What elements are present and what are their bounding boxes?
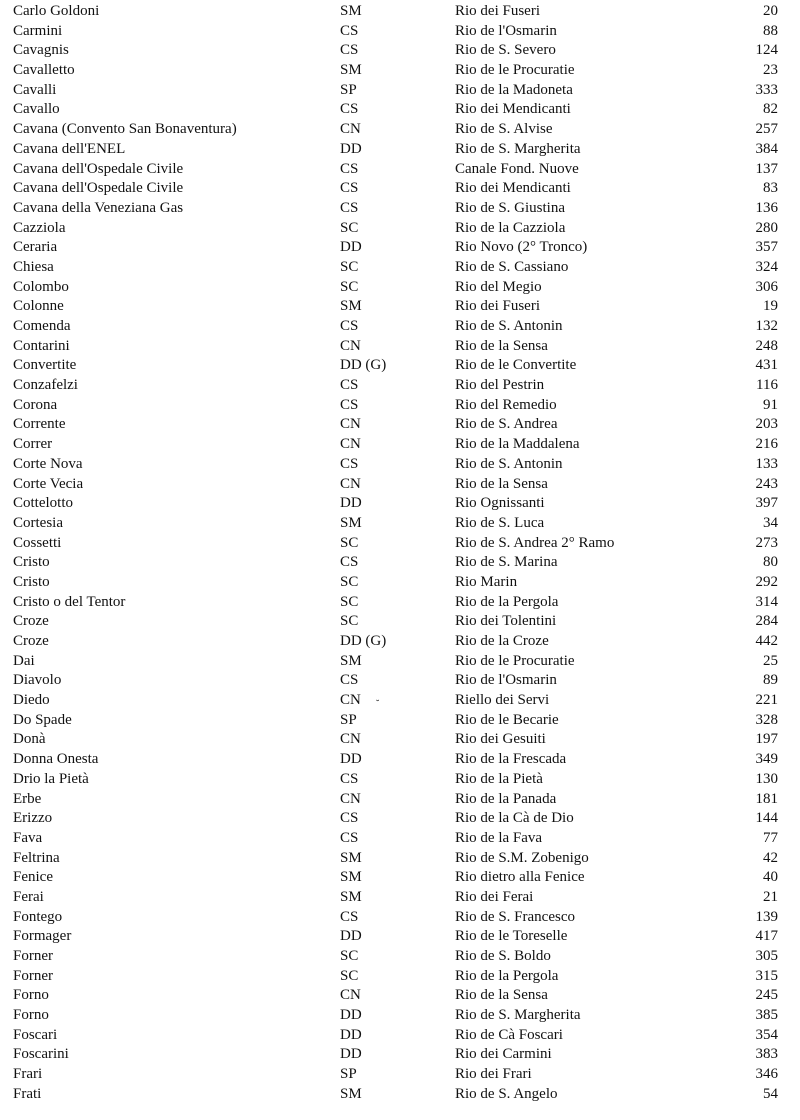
bridge-name: Chiesa — [13, 258, 54, 275]
table-row — [0, 494, 800, 514]
entry-number: 181 — [755, 790, 778, 807]
entry-number: 280 — [755, 219, 778, 236]
table-row — [0, 593, 800, 613]
entry-number: 273 — [755, 534, 778, 551]
bridge-name: Colonne — [13, 298, 64, 315]
canal-name: Rio dei Tolentini — [455, 613, 557, 630]
table-row — [0, 278, 800, 298]
sestiere-code: CN — [340, 731, 361, 748]
table-row — [0, 396, 800, 416]
bridge-name: Corte Nova — [13, 455, 83, 472]
sestiere-code: CN — [340, 475, 361, 492]
bridge-name: Corte Vecia — [13, 475, 84, 492]
bridge-name: Comenda — [13, 318, 71, 334]
bridge-name: Cavagnis — [13, 42, 69, 59]
canal-name: Rio de S. Antonin — [455, 455, 563, 472]
sestiere-code: CN — [340, 416, 361, 433]
entry-number: 83 — [763, 180, 778, 197]
sestiere-code: SC — [340, 258, 359, 275]
table-row — [0, 849, 800, 869]
entry-number: 248 — [755, 337, 778, 354]
canal-name: Rio dei Ferai — [455, 888, 534, 905]
canal-name: Rio de S. Luca — [455, 514, 545, 531]
table-row — [0, 317, 800, 337]
entry-number: 203 — [755, 416, 778, 433]
entry-number: 25 — [763, 652, 778, 669]
sestiere-code: SC — [340, 278, 359, 295]
canal-name: Rio de la Fava — [455, 829, 543, 846]
bridge-name: Foscarini — [13, 1046, 69, 1063]
bridge-name: Frari — [13, 1066, 43, 1083]
entry-number: 132 — [755, 318, 778, 334]
table-row — [0, 475, 800, 495]
sestiere-code: CS — [340, 377, 359, 394]
entry-number: 442 — [755, 633, 778, 649]
entry-number: 88 — [763, 22, 778, 39]
table-row — [0, 61, 800, 81]
canal-name: Rio del Pestrin — [455, 377, 545, 394]
entry-number: 384 — [755, 140, 778, 157]
entry-number: 139 — [755, 908, 778, 925]
bridge-name: Corrente — [13, 416, 66, 433]
bridge-name: Forner — [13, 948, 53, 964]
bridge-name: Cristo — [13, 554, 50, 571]
table-row — [0, 868, 800, 888]
table-row — [0, 258, 800, 278]
canal-name: Rio de le Convertite — [455, 357, 577, 374]
entry-number: 346 — [755, 1066, 778, 1083]
bridge-name: Cazziola — [13, 219, 66, 236]
table-row — [0, 947, 800, 967]
canal-name: Rio de Cà Foscari — [455, 1026, 563, 1043]
entry-number: 306 — [755, 278, 778, 295]
sestiere-code: SC — [340, 967, 359, 984]
table-row — [0, 337, 800, 357]
canal-name: Rio dei Fuseri — [455, 3, 540, 19]
entry-number: 20 — [763, 3, 778, 19]
canal-name: Rio de l'Osmarin — [455, 22, 557, 39]
sestiere-code: SC — [340, 613, 359, 630]
entry-number: 257 — [755, 121, 778, 138]
canal-name: Rio de la Cazziola — [455, 219, 566, 236]
bridge-name: Carmini — [13, 22, 63, 39]
entry-number: 417 — [755, 928, 778, 945]
entry-number: 284 — [755, 613, 778, 630]
entry-number: 116 — [756, 377, 778, 394]
bridge-name: Cossetti — [13, 534, 62, 551]
entry-number: 354 — [755, 1026, 778, 1043]
canal-name: Rio Marin — [455, 573, 518, 590]
table-row — [0, 652, 800, 672]
table-row — [0, 514, 800, 534]
entry-number: 216 — [755, 436, 778, 453]
canal-name: Rio dei Mendicanti — [455, 101, 571, 118]
sestiere-code: SM — [340, 849, 362, 866]
table-row — [0, 140, 800, 160]
sestiere-code: SC — [340, 573, 359, 590]
sestiere-code: CS — [340, 829, 359, 846]
table-row — [0, 790, 800, 810]
entry-number: 349 — [755, 751, 778, 768]
sestiere-code: CS — [340, 908, 359, 925]
entry-number: 221 — [755, 692, 778, 709]
sestiere-code: CS — [340, 180, 359, 197]
bridge-name: Contarini — [13, 337, 70, 354]
bridge-name: Cristo — [13, 573, 50, 590]
canal-name: Rio del Remedio — [455, 396, 557, 413]
stray-ink-mark: ˘ — [376, 699, 380, 710]
sestiere-code: CN — [340, 987, 361, 1004]
sestiere-code: DD (G) — [340, 357, 387, 374]
bridge-name: Drio la Pietà — [13, 770, 89, 787]
table-row — [0, 81, 800, 101]
table-row — [0, 179, 800, 199]
canal-name: Rio de S. Severo — [455, 42, 556, 59]
sestiere-code: DD (G) — [340, 633, 387, 649]
canal-name: Canale Fond. Nuove — [455, 160, 579, 177]
bridge-name: Cavana della Veneziana Gas — [13, 199, 184, 216]
canal-name: Rio de S. Giustina — [455, 199, 566, 216]
bridge-name: Conzafelzi — [13, 377, 78, 394]
entry-number: 42 — [763, 849, 778, 866]
table-row — [0, 455, 800, 475]
entry-number: 137 — [755, 160, 778, 177]
table-row — [0, 41, 800, 61]
bridge-name: Correr — [13, 436, 53, 453]
entry-number: 397 — [755, 495, 778, 512]
table-row — [0, 238, 800, 258]
bridge-name: Do Spade — [13, 711, 72, 728]
entry-number: 34 — [763, 514, 778, 531]
canal-name: Rio de S. Boldo — [455, 948, 551, 964]
canal-name: Rio de la Sensa — [455, 987, 548, 1004]
table-row — [0, 22, 800, 42]
canal-name: Rio Novo (2° Tronco) — [455, 239, 588, 256]
table-row — [0, 750, 800, 770]
canal-name: Rio de la Sensa — [455, 337, 548, 354]
entry-number: 144 — [755, 810, 778, 827]
sestiere-code: SP — [340, 81, 357, 98]
entry-number: 80 — [763, 554, 778, 571]
canal-name: Rio Ognissanti — [455, 495, 545, 512]
sestiere-code: CN — [340, 692, 361, 709]
table-row — [0, 160, 800, 180]
sestiere-code: CS — [340, 318, 359, 334]
bridge-name: Cottelotto — [13, 495, 73, 512]
table-row — [0, 986, 800, 1006]
bridge-name: Cortesia — [13, 514, 63, 531]
canal-name: Rio de la Croze — [455, 633, 549, 649]
table-row — [0, 711, 800, 731]
table-row — [0, 770, 800, 790]
entry-number: 245 — [755, 987, 778, 1004]
entry-number: 324 — [755, 258, 778, 275]
table-row — [0, 435, 800, 455]
bridge-name: Forno — [13, 987, 49, 1004]
table-row — [0, 297, 800, 317]
canal-name: Rio de l'Osmarin — [455, 672, 557, 689]
canal-name: Rio de la Frescada — [455, 751, 567, 768]
table-row — [0, 888, 800, 908]
sestiere-code: CS — [340, 672, 359, 689]
bridge-name: Formager — [13, 928, 72, 945]
sestiere-code: SC — [340, 534, 359, 551]
canal-name: Rio de la Cà de Dio — [455, 810, 574, 827]
bridge-name: Fontego — [13, 908, 63, 925]
table-row — [0, 967, 800, 987]
canal-name: Rio dei Gesuiti — [455, 731, 546, 748]
sestiere-code: DD — [340, 495, 362, 512]
sestiere-code: CS — [340, 455, 359, 472]
sestiere-code: SM — [340, 3, 362, 19]
canal-name: Rio del Megio — [455, 278, 542, 295]
table-row — [0, 809, 800, 829]
sestiere-code: CS — [340, 42, 359, 59]
sestiere-code: CS — [340, 396, 359, 413]
canal-name: Rio de la Pergola — [455, 593, 559, 610]
sestiere-code: DD — [340, 928, 362, 945]
bridge-name: Cavana (Convento San Bonaventura) — [13, 121, 237, 138]
canal-name: Rio dei Mendicanti — [455, 180, 571, 197]
entry-number: 292 — [755, 573, 778, 590]
bridge-name: Fava — [13, 829, 43, 846]
entry-number: 385 — [755, 1007, 778, 1024]
bridge-name: Diavolo — [13, 672, 62, 689]
entry-number: 136 — [755, 199, 778, 216]
canal-name: Rio dietro alla Fenice — [455, 869, 585, 886]
table-row — [0, 1065, 800, 1085]
sestiere-code: CN — [340, 436, 361, 453]
table-row — [0, 1045, 800, 1065]
sestiere-code: CS — [340, 22, 359, 39]
sestiere-code: CS — [340, 810, 359, 827]
canal-name: Rio dei Frari — [455, 1066, 532, 1083]
sestiere-code: SM — [340, 652, 362, 669]
table-row — [0, 691, 800, 711]
entry-number: 40 — [763, 869, 778, 886]
canal-name: Rio de le Procuratie — [455, 652, 575, 669]
sestiere-code: DD — [340, 1046, 362, 1063]
sestiere-code: SC — [340, 593, 359, 610]
sestiere-code: DD — [340, 140, 362, 157]
bridge-name: Corona — [13, 396, 58, 413]
entry-number: 82 — [763, 101, 778, 118]
bridge-name: Croze — [13, 633, 49, 649]
entry-number: 21 — [763, 888, 778, 905]
bridge-name: Diedo — [13, 692, 50, 709]
bridge-name: Cavana dell'Ospedale Civile — [13, 180, 184, 197]
bridge-name: Cavana dell'Ospedale Civile — [13, 160, 184, 177]
sestiere-code: SM — [340, 869, 362, 886]
bridge-name: Dai — [13, 652, 35, 669]
sestiere-code: SM — [340, 298, 362, 315]
canal-name: Rio de le Toreselle — [455, 928, 568, 945]
entry-number: 197 — [755, 731, 778, 748]
bridge-name: Foscari — [13, 1026, 58, 1043]
table-row — [0, 376, 800, 396]
table-row — [0, 553, 800, 573]
table-row — [0, 219, 800, 239]
bridge-name: Fenice — [13, 869, 53, 886]
sestiere-code: CS — [340, 199, 359, 216]
table-row — [0, 100, 800, 120]
canal-name: Rio de la Madoneta — [455, 81, 573, 98]
bridge-name: Donà — [13, 731, 46, 748]
table-row — [0, 415, 800, 435]
sestiere-code: DD — [340, 239, 362, 256]
canal-name: Rio de S. Angelo — [455, 1085, 558, 1102]
sestiere-code: DD — [340, 1026, 362, 1043]
canal-name: Rio de S.M. Zobenigo — [455, 849, 589, 866]
bridge-name: Erbe — [13, 790, 42, 807]
bridge-name: Donna Onesta — [13, 751, 99, 768]
sestiere-code: CS — [340, 554, 359, 571]
canal-name: Rio de le Becarie — [455, 711, 559, 728]
bridge-name: Cristo o del Tentor — [13, 593, 126, 610]
sestiere-code: SM — [340, 62, 362, 79]
sestiere-code: SC — [340, 948, 359, 964]
canal-name: Rio de S. Francesco — [455, 908, 575, 925]
entry-number: 333 — [755, 81, 778, 98]
sestiere-code: SP — [340, 711, 357, 728]
table-row — [0, 1085, 800, 1105]
entry-number: 91 — [763, 396, 778, 413]
canal-name: Rio de S. Andrea — [455, 416, 558, 433]
canal-name: Rio dei Fuseri — [455, 298, 540, 315]
table-row — [0, 730, 800, 750]
bridge-name: Feltrina — [13, 849, 60, 866]
entry-number: 124 — [755, 42, 778, 59]
table-row — [0, 612, 800, 632]
bridge-name: Convertite — [13, 357, 77, 374]
table-row — [0, 927, 800, 947]
entry-number: 130 — [755, 770, 778, 787]
table-row — [0, 199, 800, 219]
bridge-name: Forner — [13, 967, 53, 984]
sestiere-code: CS — [340, 770, 359, 787]
table-row — [0, 534, 800, 554]
table-row — [0, 908, 800, 928]
canal-name: Rio de S. Margherita — [455, 140, 581, 157]
sestiere-code: CS — [340, 101, 359, 118]
sestiere-code: SM — [340, 1085, 362, 1102]
table-row — [0, 671, 800, 691]
sestiere-code: CS — [340, 160, 359, 177]
canal-name: Rio de S. Alvise — [455, 121, 553, 138]
table-row — [0, 573, 800, 593]
entry-number: 77 — [763, 829, 778, 846]
sestiere-code: SP — [340, 1066, 357, 1083]
entry-number: 431 — [755, 357, 778, 374]
canal-name: Rio de S. Antonin — [455, 318, 563, 334]
canal-name: Rio de S. Margherita — [455, 1007, 581, 1024]
entry-number: 357 — [755, 239, 778, 256]
canal-name: Rio de la Panada — [455, 790, 557, 807]
table-row — [0, 120, 800, 140]
sestiere-code: CN — [340, 121, 361, 138]
entry-number: 315 — [755, 967, 778, 984]
table-row — [0, 2, 800, 22]
bridge-name: Colombo — [13, 278, 69, 295]
sestiere-code: SM — [340, 888, 362, 905]
canal-name: Rio de S. Andrea 2° Ramo — [455, 534, 615, 551]
bridge-name: Croze — [13, 613, 49, 630]
canal-name: Rio de S. Cassiano — [455, 258, 569, 275]
table-row — [0, 632, 800, 652]
sestiere-code: DD — [340, 751, 362, 768]
bridge-name: Cavana dell'ENEL — [13, 140, 126, 157]
entry-number: 89 — [763, 672, 778, 689]
bridge-name: Ceraria — [13, 239, 58, 256]
canal-name: Rio de la Sensa — [455, 475, 548, 492]
entry-number: 133 — [755, 455, 778, 472]
sestiere-code: SC — [340, 219, 359, 236]
entry-number: 19 — [763, 298, 778, 315]
entry-number: 383 — [755, 1046, 778, 1063]
entry-number: 328 — [755, 711, 778, 728]
bridge-name: Cavalli — [13, 81, 57, 98]
table-row — [0, 1006, 800, 1026]
canal-name: Rio de S. Marina — [455, 554, 558, 571]
entry-number: 314 — [755, 593, 778, 610]
table-row — [0, 356, 800, 376]
bridge-name: Forno — [13, 1007, 49, 1024]
sestiere-code: CN — [340, 337, 361, 354]
bridge-name: Cavallo — [13, 101, 60, 118]
sestiere-code: CN — [340, 790, 361, 807]
table-row — [0, 1026, 800, 1046]
canal-name: Rio dei Carmini — [455, 1046, 552, 1063]
canal-name: Rio de le Procuratie — [455, 62, 575, 79]
entry-number: 243 — [755, 475, 778, 492]
bridge-listing — [0, 2, 800, 1105]
sestiere-code: DD — [340, 1007, 362, 1024]
canal-name: Riello dei Servi — [455, 692, 550, 709]
entry-number: 54 — [763, 1085, 778, 1102]
canal-name: Rio de la Maddalena — [455, 436, 580, 453]
bridge-name: Cavalletto — [13, 62, 75, 79]
sestiere-code: SM — [340, 514, 362, 531]
bridge-name: Erizzo — [13, 810, 53, 827]
table-row — [0, 829, 800, 849]
bridge-name: Frati — [13, 1085, 42, 1102]
bridge-name: Ferai — [13, 888, 44, 905]
entry-number: 305 — [755, 948, 778, 964]
canal-name: Rio de la Pergola — [455, 967, 559, 984]
bridge-name: Carlo Goldoni — [13, 3, 100, 19]
entry-number: 23 — [763, 62, 778, 79]
canal-name: Rio de la Pietà — [455, 770, 543, 787]
